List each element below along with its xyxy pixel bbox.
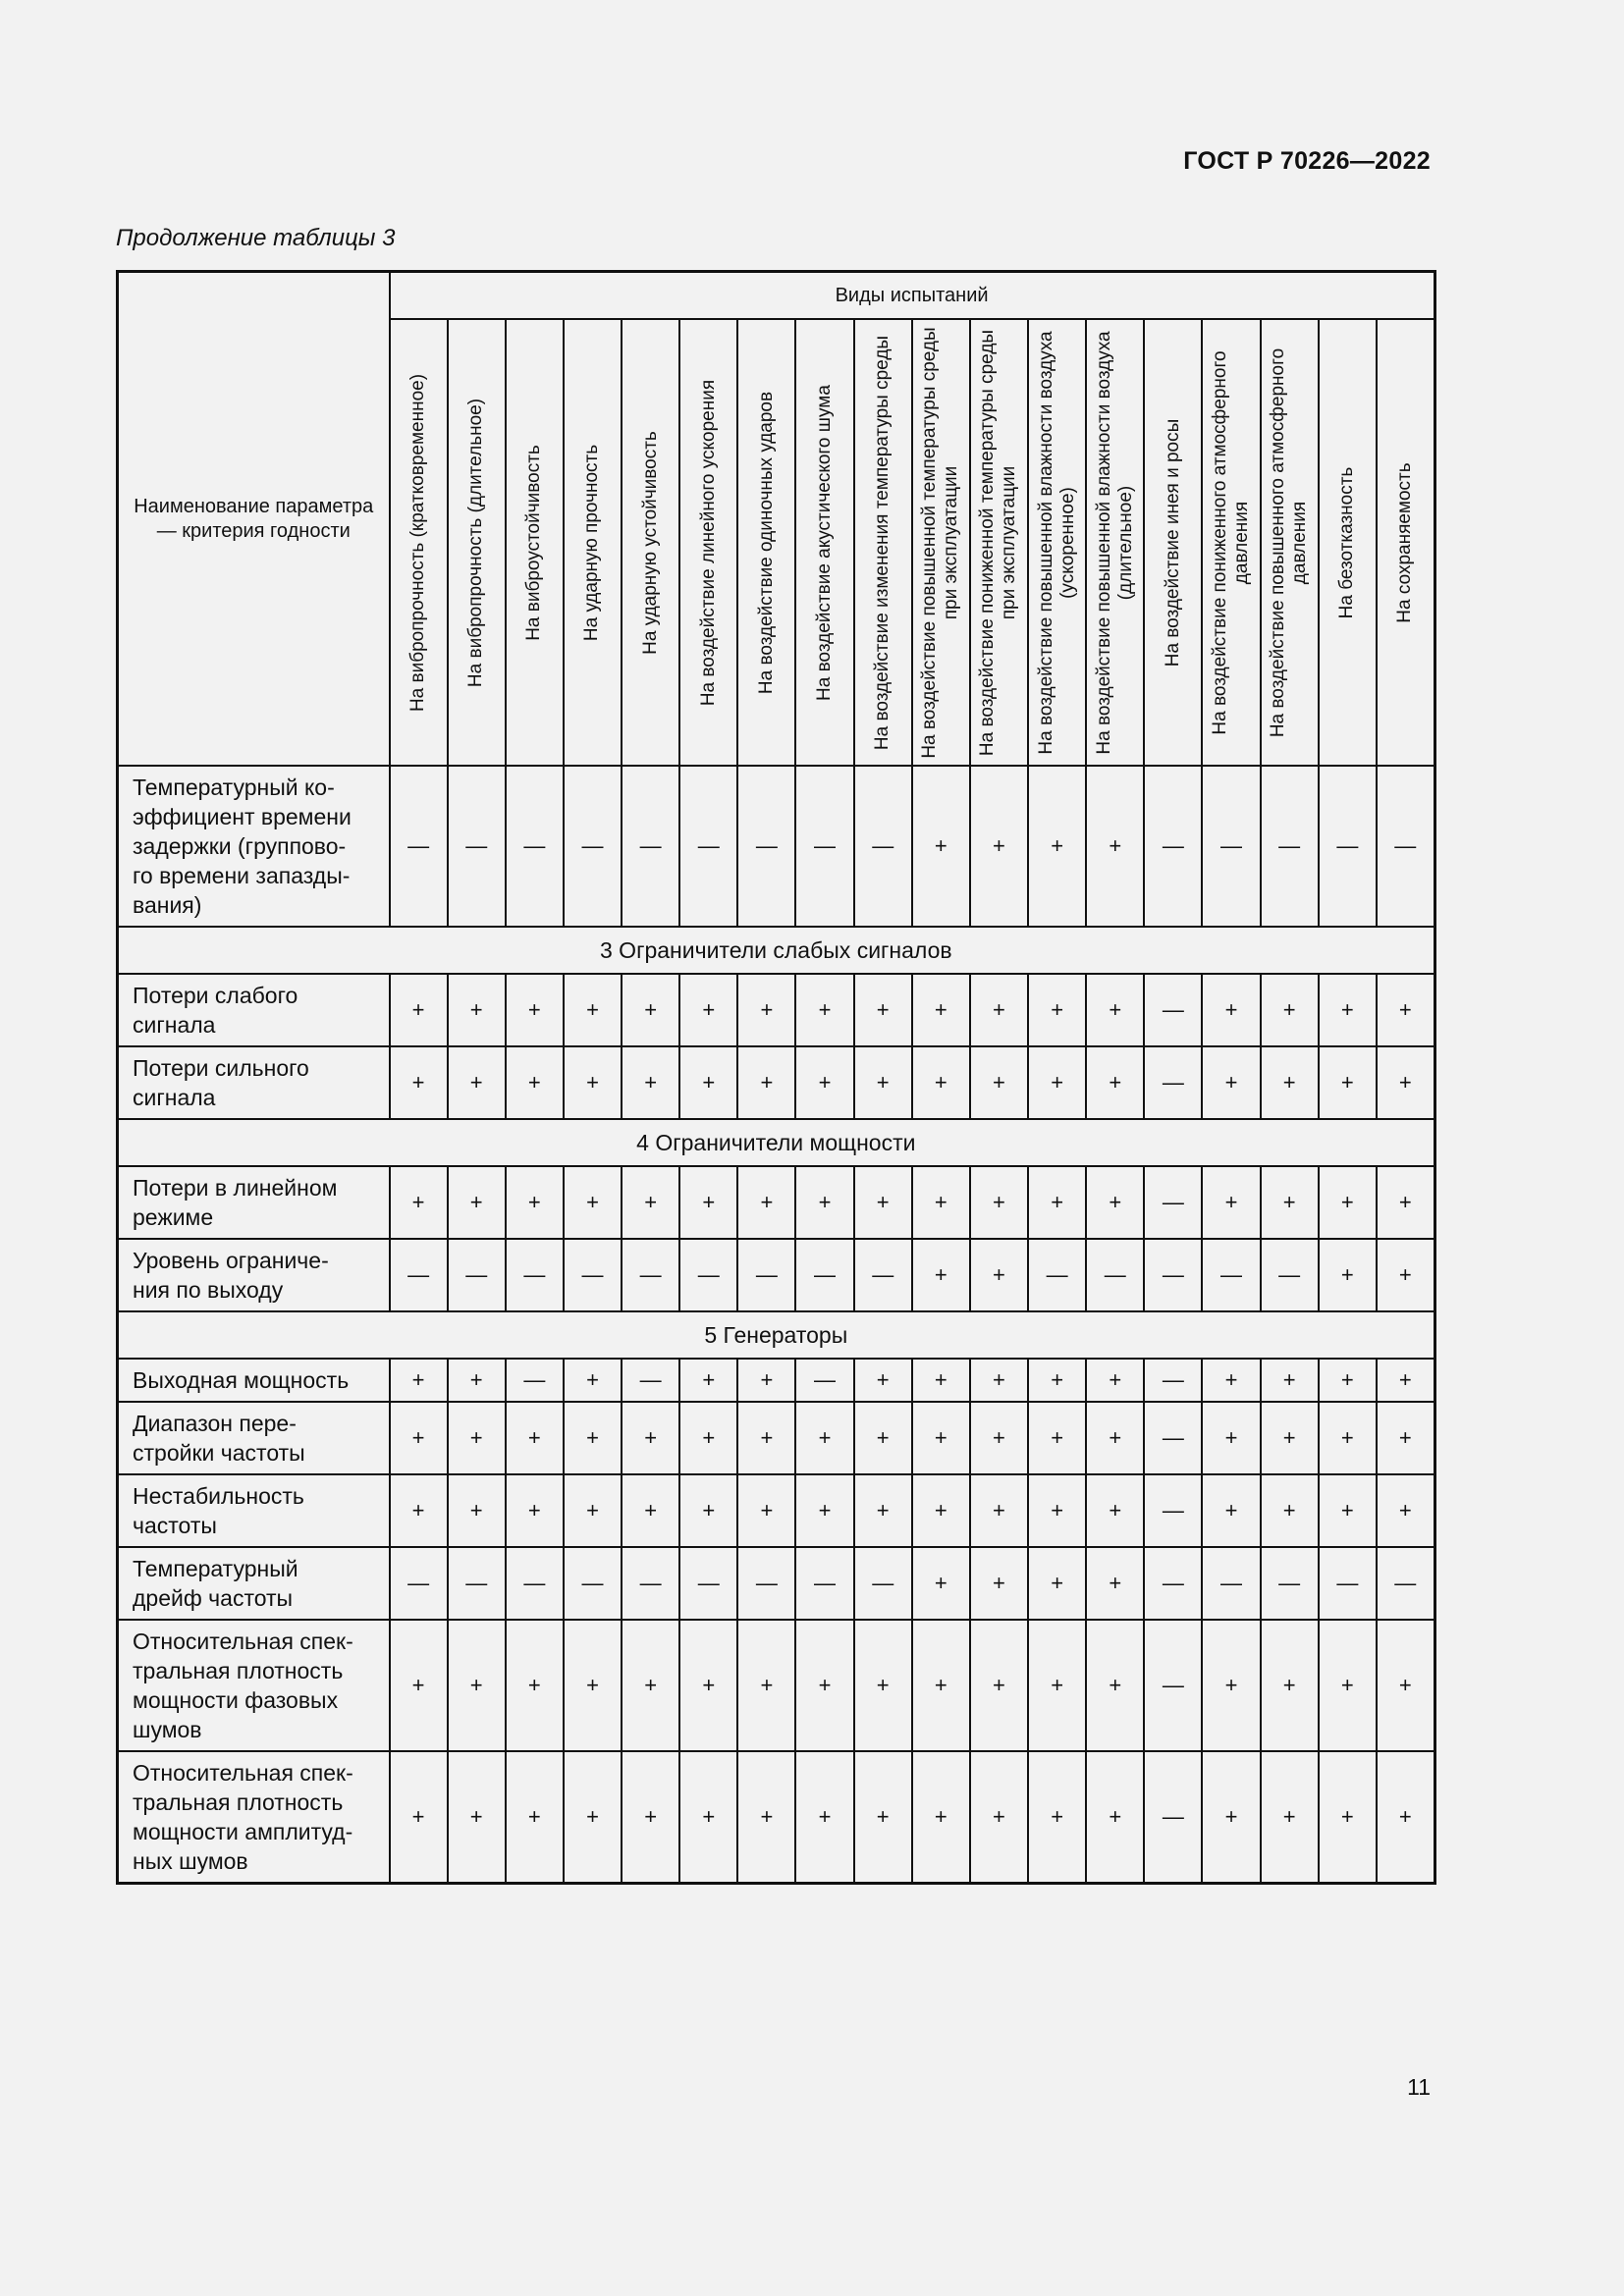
test-applicability-cell: + <box>448 1474 506 1547</box>
test-applicability-cell: + <box>854 1166 912 1239</box>
test-applicability-cell: + <box>448 974 506 1046</box>
test-column-header-3 <box>506 319 564 766</box>
test-applicability-cell: + <box>970 1547 1028 1620</box>
test-applicability-cell: + <box>1086 1751 1144 1884</box>
test-applicability-cell: — <box>679 1239 737 1311</box>
test-applicability-cell: + <box>1028 1359 1086 1402</box>
test-applicability-cell: + <box>1202 1402 1260 1474</box>
test-applicability-cell: + <box>1377 1402 1435 1474</box>
test-column-label: На воздействие повышенной температуры среды при эксплуатации <box>919 326 962 759</box>
test-applicability-cell: + <box>506 1046 564 1119</box>
test-applicability-cell: + <box>1028 1547 1086 1620</box>
test-applicability-cell: + <box>1261 974 1319 1046</box>
test-applicability-cell: + <box>622 1474 679 1547</box>
test-applicability-cell: + <box>912 1402 970 1474</box>
test-applicability-cell: + <box>912 1239 970 1311</box>
test-applicability-cell: + <box>970 1751 1028 1884</box>
test-applicability-cell: + <box>795 974 853 1046</box>
test-applicability-cell: — <box>737 766 795 927</box>
test-column-label: На воздействие линейного ускорения <box>697 379 719 706</box>
test-applicability-cell: + <box>970 1620 1028 1751</box>
test-applicability-cell: — <box>506 1359 564 1402</box>
table-row <box>118 1046 1435 1119</box>
test-applicability-cell: — <box>564 1239 622 1311</box>
test-applicability-cell: + <box>1377 1751 1435 1884</box>
test-applicability-cell: + <box>1319 974 1377 1046</box>
parameter-name: Выходная мощность <box>118 1359 390 1402</box>
tests-group-header: Виды испытаний <box>390 272 1435 320</box>
table-row <box>118 1547 1435 1620</box>
test-applicability-cell: — <box>1144 766 1202 927</box>
test-applicability-cell: — <box>506 1239 564 1311</box>
test-column-header-13 <box>1086 319 1144 766</box>
test-applicability-cell: + <box>1202 1620 1260 1751</box>
test-applicability-cell: + <box>1086 1166 1144 1239</box>
test-applicability-cell: + <box>564 1166 622 1239</box>
test-applicability-cell: + <box>1261 1620 1319 1751</box>
test-applicability-cell: + <box>1377 1474 1435 1547</box>
test-column-header-18 <box>1377 319 1435 766</box>
test-applicability-cell: — <box>564 766 622 927</box>
test-column-header-5 <box>622 319 679 766</box>
section-title: 5 Генераторы <box>118 1311 1435 1359</box>
test-column-label: На воздействие инея и росы <box>1162 418 1183 667</box>
test-column-label: На вибропрочность (кратковременное) <box>407 373 429 712</box>
test-applicability-cell: — <box>854 766 912 927</box>
test-applicability-cell: + <box>1377 1166 1435 1239</box>
test-applicability-cell: + <box>1377 1620 1435 1751</box>
test-applicability-cell: — <box>795 1359 853 1402</box>
table-body <box>118 766 1435 1884</box>
test-applicability-cell: + <box>390 1046 448 1119</box>
test-applicability-cell: + <box>390 974 448 1046</box>
test-applicability-cell: + <box>622 1402 679 1474</box>
test-applicability-cell: + <box>795 1166 853 1239</box>
test-applicability-cell: + <box>912 1046 970 1119</box>
test-applicability-cell: + <box>1319 1239 1377 1311</box>
test-applicability-cell: — <box>854 1239 912 1311</box>
test-applicability-cell: + <box>1319 1474 1377 1547</box>
test-applicability-cell: + <box>795 1620 853 1751</box>
test-applicability-cell: + <box>448 1046 506 1119</box>
section-title: 4 Ограничители мощности <box>118 1119 1435 1166</box>
test-applicability-cell: + <box>564 1620 622 1751</box>
test-applicability-cell: + <box>448 1359 506 1402</box>
test-applicability-cell: — <box>854 1547 912 1620</box>
test-applicability-cell: + <box>679 1402 737 1474</box>
test-column-header-14 <box>1144 319 1202 766</box>
test-applicability-cell: + <box>912 974 970 1046</box>
test-column-label: На вибропрочность (длительное) <box>465 398 487 687</box>
test-applicability-cell: + <box>679 1620 737 1751</box>
test-applicability-cell: + <box>737 1474 795 1547</box>
test-applicability-cell: + <box>970 766 1028 927</box>
test-applicability-cell: + <box>1202 1751 1260 1884</box>
test-applicability-cell: + <box>564 1474 622 1547</box>
parameter-name: Потери слабого сигнала <box>118 974 390 1046</box>
test-applicability-cell: — <box>679 1547 737 1620</box>
test-applicability-cell: — <box>1319 1547 1377 1620</box>
test-column-header-2 <box>448 319 506 766</box>
section-title: 3 Ограничители слабых сигналов <box>118 927 1435 974</box>
test-column-header-15 <box>1202 319 1260 766</box>
test-applicability-cell: + <box>854 1751 912 1884</box>
test-column-header-4 <box>564 319 622 766</box>
test-applicability-cell: — <box>1144 1239 1202 1311</box>
test-applicability-cell: — <box>1028 1239 1086 1311</box>
test-applicability-cell: + <box>564 1046 622 1119</box>
test-column-label: На воздействие повышенной влажности воздуха (длительное) <box>1093 330 1136 755</box>
test-applicability-cell: — <box>390 766 448 927</box>
test-applicability-cell: — <box>1202 1239 1260 1311</box>
test-applicability-cell: + <box>506 1620 564 1751</box>
test-applicability-cell: + <box>737 1359 795 1402</box>
test-applicability-cell: — <box>1144 1402 1202 1474</box>
test-applicability-cell: + <box>679 1046 737 1119</box>
test-applicability-cell: — <box>390 1547 448 1620</box>
test-applicability-cell: — <box>506 1547 564 1620</box>
test-applicability-cell: + <box>1319 1402 1377 1474</box>
test-applicability-cell: + <box>1261 1402 1319 1474</box>
parameter-name: Потери в линейном режиме <box>118 1166 390 1239</box>
test-column-label: На ударную прочность <box>581 444 603 641</box>
test-applicability-cell: — <box>1202 1547 1260 1620</box>
test-applicability-cell: — <box>1144 974 1202 1046</box>
test-applicability-cell: + <box>1261 1166 1319 1239</box>
test-applicability-cell: + <box>737 1751 795 1884</box>
test-applicability-cell: — <box>622 1547 679 1620</box>
test-applicability-cell: — <box>1261 1239 1319 1311</box>
test-applicability-cell: — <box>448 1547 506 1620</box>
test-applicability-cell: + <box>795 1751 853 1884</box>
test-applicability-cell: + <box>679 1474 737 1547</box>
table-row <box>118 1620 1435 1751</box>
parameter-name: Температурный дрейф частоты <box>118 1547 390 1620</box>
test-applicability-cell: + <box>622 1166 679 1239</box>
test-applicability-cell: + <box>506 1751 564 1884</box>
test-applicability-cell: + <box>737 1402 795 1474</box>
test-applicability-cell: + <box>679 1359 737 1402</box>
test-applicability-cell: + <box>912 1474 970 1547</box>
test-applicability-cell: + <box>506 1474 564 1547</box>
test-applicability-cell: + <box>1377 1359 1435 1402</box>
test-applicability-cell: + <box>912 766 970 927</box>
table-row <box>118 1402 1435 1474</box>
test-column-label: На воздействие акустического шума <box>814 384 836 701</box>
test-applicability-cell: + <box>1377 1046 1435 1119</box>
test-applicability-cell: + <box>1319 1359 1377 1402</box>
test-applicability-cell: — <box>1377 1547 1435 1620</box>
parameter-name: Диапазон пере- стройки частоты <box>118 1402 390 1474</box>
test-applicability-cell: + <box>1261 1359 1319 1402</box>
test-column-header-8 <box>795 319 853 766</box>
test-applicability-cell: + <box>506 1402 564 1474</box>
test-column-header-9 <box>854 319 912 766</box>
table-row <box>118 974 1435 1046</box>
test-applicability-cell: + <box>912 1620 970 1751</box>
test-applicability-cell: + <box>390 1751 448 1884</box>
test-applicability-cell: + <box>1028 1751 1086 1884</box>
test-applicability-cell: + <box>737 1046 795 1119</box>
test-applicability-cell: — <box>1144 1547 1202 1620</box>
test-applicability-cell: + <box>564 1402 622 1474</box>
table-row <box>118 1166 1435 1239</box>
section-row <box>118 1119 1435 1166</box>
test-applicability-cell: + <box>448 1166 506 1239</box>
test-applicability-cell: + <box>1377 974 1435 1046</box>
test-applicability-cell: + <box>854 1402 912 1474</box>
test-applicability-cell: — <box>1261 1547 1319 1620</box>
test-applicability-cell: + <box>679 1166 737 1239</box>
test-applicability-cell: + <box>564 1359 622 1402</box>
test-applicability-cell: + <box>1202 1046 1260 1119</box>
table-row <box>118 1474 1435 1547</box>
test-applicability-cell: — <box>1377 766 1435 927</box>
test-applicability-cell: + <box>1086 1547 1144 1620</box>
test-applicability-cell: + <box>737 974 795 1046</box>
test-column-header-12 <box>1028 319 1086 766</box>
test-applicability-cell: — <box>448 766 506 927</box>
test-matrix-table <box>116 270 1436 1885</box>
test-applicability-cell: + <box>1028 1046 1086 1119</box>
test-applicability-cell: + <box>390 1474 448 1547</box>
test-column-header-7 <box>737 319 795 766</box>
test-column-label: На воздействие повышенного атмосферного давления <box>1268 347 1311 737</box>
test-applicability-cell: — <box>679 766 737 927</box>
test-applicability-cell: + <box>1028 766 1086 927</box>
test-column-label: На безотказность <box>1336 466 1358 618</box>
parameter-name: Уровень ограниче- ния по выходу <box>118 1239 390 1311</box>
test-applicability-cell: — <box>448 1239 506 1311</box>
table-row <box>118 1359 1435 1402</box>
test-column-header-11 <box>970 319 1028 766</box>
test-applicability-cell: + <box>390 1166 448 1239</box>
test-applicability-cell: + <box>854 1474 912 1547</box>
test-applicability-cell: + <box>1086 1474 1144 1547</box>
test-applicability-cell: + <box>1028 1166 1086 1239</box>
test-applicability-cell: + <box>564 1751 622 1884</box>
test-column-header-1 <box>390 319 448 766</box>
test-applicability-cell: + <box>1261 1474 1319 1547</box>
test-column-label: На воздействие одиночных ударов <box>755 391 777 694</box>
test-applicability-cell: + <box>1202 1359 1260 1402</box>
test-column-header-17 <box>1319 319 1377 766</box>
test-applicability-cell: + <box>622 1620 679 1751</box>
test-applicability-cell: + <box>390 1620 448 1751</box>
test-applicability-cell: — <box>622 1239 679 1311</box>
test-applicability-cell: + <box>448 1620 506 1751</box>
test-applicability-cell: + <box>1028 1620 1086 1751</box>
parameter-name: Температурный ко- эффициент времени задержки (группово- го времени запазды- вания) <box>118 766 390 927</box>
test-applicability-cell: + <box>1319 1620 1377 1751</box>
test-applicability-cell: + <box>1319 1751 1377 1884</box>
test-applicability-cell: + <box>448 1402 506 1474</box>
test-applicability-cell: + <box>448 1751 506 1884</box>
test-applicability-cell: + <box>854 974 912 1046</box>
test-column-label: На воздействие изменения температуры среды <box>872 335 893 750</box>
table-row <box>118 1239 1435 1311</box>
test-applicability-cell: + <box>506 974 564 1046</box>
test-column-label: На воздействие пониженного атмосферного давления <box>1210 349 1253 735</box>
test-applicability-cell: + <box>1028 1402 1086 1474</box>
test-applicability-cell: — <box>622 766 679 927</box>
test-applicability-cell: + <box>854 1359 912 1402</box>
test-applicability-cell: — <box>1144 1474 1202 1547</box>
test-applicability-cell: + <box>679 1751 737 1884</box>
test-applicability-cell: + <box>1086 1359 1144 1402</box>
test-column-label: На виброустойчивость <box>523 444 545 641</box>
test-column-label: На воздействие повышенной влажности воздуха (ускоренное) <box>1035 330 1078 755</box>
test-applicability-cell: — <box>622 1359 679 1402</box>
test-applicability-cell: + <box>912 1547 970 1620</box>
test-applicability-cell: + <box>622 974 679 1046</box>
test-applicability-cell: — <box>795 1547 853 1620</box>
test-applicability-cell: + <box>912 1751 970 1884</box>
test-column-label: На сохраняемость <box>1394 461 1416 623</box>
test-applicability-cell: + <box>622 1046 679 1119</box>
test-applicability-cell: + <box>795 1474 853 1547</box>
parameter-name-header: Наименование параметра — критерия годности <box>118 272 390 767</box>
test-applicability-cell: + <box>912 1359 970 1402</box>
test-applicability-cell: + <box>1202 974 1260 1046</box>
test-column-header-10 <box>912 319 970 766</box>
test-applicability-cell: + <box>1261 1751 1319 1884</box>
test-applicability-cell: — <box>1144 1359 1202 1402</box>
test-applicability-cell: + <box>1377 1239 1435 1311</box>
test-applicability-cell: + <box>564 974 622 1046</box>
test-applicability-cell: + <box>737 1620 795 1751</box>
test-applicability-cell: + <box>737 1166 795 1239</box>
test-applicability-cell: — <box>795 1239 853 1311</box>
test-applicability-cell: — <box>1319 766 1377 927</box>
parameter-name: Относительная спек- тральная плотность мощности фазовых шумов <box>118 1620 390 1751</box>
table-row <box>118 1751 1435 1884</box>
test-applicability-cell: + <box>1086 1046 1144 1119</box>
test-column-header-16 <box>1261 319 1319 766</box>
test-applicability-cell: + <box>1086 974 1144 1046</box>
test-applicability-cell: + <box>1261 1046 1319 1119</box>
document-id: ГОСТ Р 70226—2022 <box>1183 147 1431 175</box>
test-applicability-cell: — <box>1086 1239 1144 1311</box>
test-applicability-cell: — <box>1261 766 1319 927</box>
parameter-name: Потери сильного сигнала <box>118 1046 390 1119</box>
test-applicability-cell: — <box>564 1547 622 1620</box>
test-applicability-cell: + <box>854 1620 912 1751</box>
test-applicability-cell: — <box>1144 1751 1202 1884</box>
test-column-label: На воздействие пониженной температуры среды при эксплуатации <box>977 329 1020 756</box>
test-applicability-cell: — <box>1144 1046 1202 1119</box>
test-applicability-cell: + <box>1319 1046 1377 1119</box>
test-column-header-6 <box>679 319 737 766</box>
test-applicability-cell: + <box>970 1166 1028 1239</box>
test-applicability-cell: — <box>795 766 853 927</box>
test-applicability-cell: + <box>622 1751 679 1884</box>
test-applicability-cell: + <box>1086 1402 1144 1474</box>
test-applicability-cell: + <box>970 1239 1028 1311</box>
header-row-group <box>118 272 1435 320</box>
test-applicability-cell: + <box>970 1046 1028 1119</box>
test-applicability-cell: — <box>390 1239 448 1311</box>
test-applicability-cell: + <box>795 1402 853 1474</box>
test-applicability-cell: + <box>970 1402 1028 1474</box>
parameter-name: Относительная спек- тральная плотность мощности амплитуд- ных шумов <box>118 1751 390 1884</box>
test-applicability-cell: — <box>1144 1620 1202 1751</box>
test-applicability-cell: — <box>1202 766 1260 927</box>
test-applicability-cell: + <box>1319 1166 1377 1239</box>
page-number: 11 <box>1407 2074 1431 2100</box>
test-applicability-cell: + <box>390 1359 448 1402</box>
test-applicability-cell: — <box>737 1239 795 1311</box>
test-applicability-cell: + <box>795 1046 853 1119</box>
test-applicability-cell: — <box>506 766 564 927</box>
test-applicability-cell: + <box>970 974 1028 1046</box>
test-applicability-cell: + <box>1202 1166 1260 1239</box>
test-applicability-cell: — <box>737 1547 795 1620</box>
test-applicability-cell: — <box>1144 1166 1202 1239</box>
test-applicability-cell: + <box>1086 766 1144 927</box>
section-row <box>118 1311 1435 1359</box>
parameter-name: Нестабильность частоты <box>118 1474 390 1547</box>
test-applicability-cell: + <box>970 1474 1028 1547</box>
section-row <box>118 927 1435 974</box>
test-applicability-cell: + <box>390 1402 448 1474</box>
test-column-label: На ударную устойчивость <box>639 430 661 655</box>
test-applicability-cell: + <box>854 1046 912 1119</box>
table-row <box>118 766 1435 927</box>
test-applicability-cell: + <box>912 1166 970 1239</box>
test-applicability-cell: + <box>1028 974 1086 1046</box>
test-applicability-cell: + <box>1028 1474 1086 1547</box>
test-applicability-cell: + <box>679 974 737 1046</box>
test-applicability-cell: + <box>970 1359 1028 1402</box>
test-applicability-cell: + <box>1086 1620 1144 1751</box>
table-caption: Продолжение таблицы 3 <box>116 225 396 251</box>
test-applicability-cell: + <box>1202 1474 1260 1547</box>
test-applicability-cell: + <box>506 1166 564 1239</box>
